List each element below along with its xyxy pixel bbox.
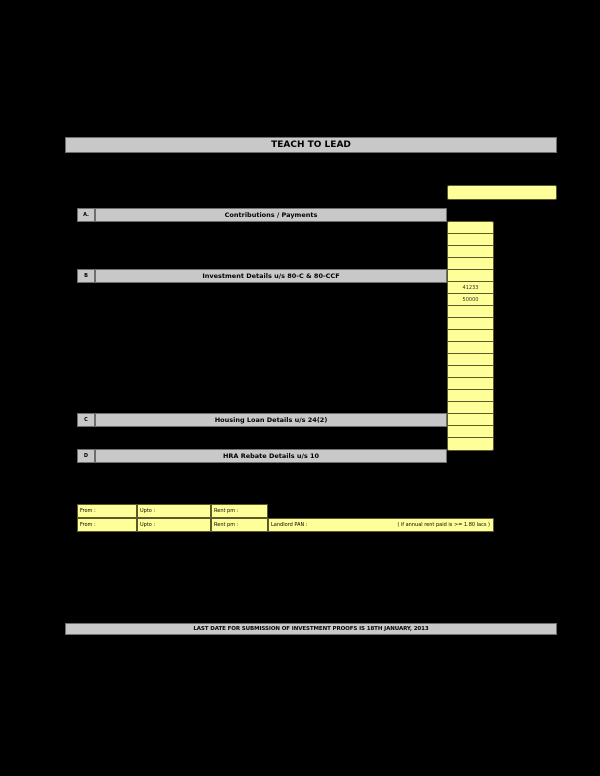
section-letter: B xyxy=(77,269,95,283)
amount-cell[interactable] xyxy=(448,414,493,426)
deadline-banner: LAST DATE FOR SUBMISSION OF INVESTMENT PROOFS IS 18TH JANUARY, 2013 xyxy=(65,623,557,635)
amount-cell[interactable] xyxy=(448,234,493,246)
amount-cell[interactable] xyxy=(448,330,493,342)
section-c-header xyxy=(77,413,447,427)
amount-cell[interactable]: 50000 xyxy=(448,294,493,306)
section-label: HRA Rebate Details u/s 10 xyxy=(95,449,447,463)
section-b-header xyxy=(77,269,447,283)
amount-cell[interactable] xyxy=(448,222,493,234)
landlord-pan-field[interactable] xyxy=(268,518,494,532)
upto-field[interactable]: Upto : xyxy=(137,518,211,532)
upto-field[interactable]: Upto : xyxy=(137,504,211,518)
amount-cell[interactable] xyxy=(448,354,493,366)
section-d-header xyxy=(77,449,447,463)
amount-column xyxy=(447,221,494,451)
amount-cell[interactable] xyxy=(448,342,493,354)
section-label: Housing Loan Details u/s 24(2) xyxy=(95,413,447,427)
amount-cell[interactable] xyxy=(448,390,493,402)
hra-row-2 xyxy=(77,518,494,532)
page-title: TEACH TO LEAD xyxy=(65,137,557,153)
amount-cell[interactable] xyxy=(448,246,493,258)
amount-cell[interactable] xyxy=(448,378,493,390)
section-letter: D xyxy=(77,449,95,463)
section-label: Contributions / Payments xyxy=(95,208,447,222)
amount-cell[interactable] xyxy=(448,258,493,270)
from-field[interactable]: From : xyxy=(77,504,137,518)
amount-cell[interactable] xyxy=(448,270,493,282)
amount-cell[interactable] xyxy=(448,426,493,438)
amount-cell[interactable] xyxy=(448,402,493,414)
landlord-pan-label: Landlord PAN : xyxy=(271,522,308,528)
rent-pm-field[interactable]: Rent pm : xyxy=(211,504,268,518)
amount-cell[interactable] xyxy=(448,438,493,450)
amount-cell[interactable] xyxy=(448,306,493,318)
from-field[interactable]: From : xyxy=(77,518,137,532)
section-letter: A. xyxy=(77,208,95,222)
hra-row-1 xyxy=(77,504,494,518)
rent-pm-field[interactable]: Rent pm : xyxy=(211,518,268,532)
section-label: Investment Details u/s 80-C & 80-CCF xyxy=(95,269,447,283)
amount-cell[interactable]: 41233 xyxy=(448,282,493,294)
top-input-field[interactable] xyxy=(447,185,557,200)
landlord-pan-note: ( if annual rent paid is >= 1.80 lacs ) xyxy=(397,522,490,528)
section-a-header xyxy=(77,208,447,222)
amount-cell[interactable] xyxy=(448,366,493,378)
section-letter: C xyxy=(77,413,95,427)
amount-cell[interactable] xyxy=(448,318,493,330)
